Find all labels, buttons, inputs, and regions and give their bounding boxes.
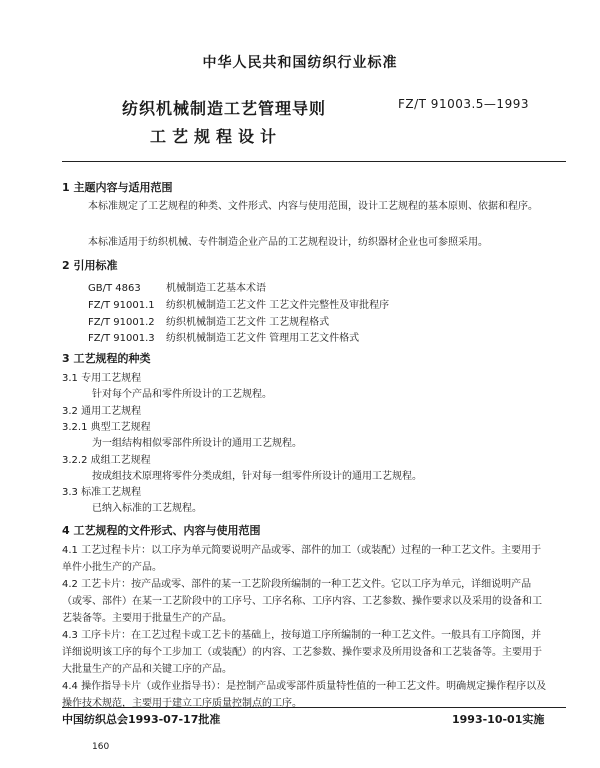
subsection-3-2-2-heading: 3.2.2 成组工艺规程 [62, 455, 151, 466]
footer-divider [62, 707, 566, 708]
subsection-3-3-text: 已纳入标准的工艺规程。 [92, 503, 202, 514]
clause-4-4: 4.4 操作指导卡片（或作业指导书）：是控制产品或零部件质量特性值的一种工艺文件。明确规定操作程序以及操作技术规范，主要用于建立工序质量控制点的工序。 [62, 681, 547, 709]
reference-item [88, 279, 266, 294]
effective-date: 1993-10-01实施 [452, 713, 545, 726]
clause-4-3: 4.3 工序卡片：在工艺过程卡或工艺卡的基础上，按每道工序所编制的一种工艺文件。一般具有工序简图，并详细说明该工序的每个工步加工（或装配）的内容、工艺参数、操作要求及所用设备和工艺装备等。主要用于大批量生产的产品和关键工序的产品。 [62, 630, 542, 675]
subsection-3-2-2-text: 按成组技术原理将零件分类成组，针对每一组零件所设计的通用工艺规程。 [92, 471, 422, 482]
reference-title: 纺织机械制造工艺文件 工艺文件完整性及审批程序 [166, 300, 390, 311]
section-1-paragraph-2: 本标准适用于纺织机械、专件制造企业产品的工艺规程设计，纺织器材企业也可参照采用。 [88, 237, 488, 248]
subsection-3-1-heading: 3.1 专用工艺规程 [62, 373, 142, 384]
standard-number: FZ/T 91003.5—1993 [398, 97, 529, 111]
subsection-3-2-1-text: 为一组结构相似零部件所设计的通用工艺规程。 [92, 438, 302, 449]
section-4-heading: 4 工艺规程的文件形式、内容与使用范围 [62, 524, 261, 537]
reference-code: FZ/T 91001.2 [88, 317, 155, 328]
section-3-heading: 3 工艺规程的种类 [62, 352, 151, 365]
reference-title: 纺织机械制造工艺文件 工艺规程格式 [166, 317, 330, 328]
reference-item [88, 329, 359, 344]
approval-date: 中国纺织总会1993-07-17批准 [62, 713, 221, 726]
section-1-paragraph-1: 本标准规定了工艺规程的种类、文件形式、内容与使用范围，设计工艺规程的基本原则、依据和程序。 [88, 201, 538, 212]
clause-4-2: 4.2 工艺卡片：按产品或零、部件的某一工艺阶段所编制的一种工艺文件。它以工序为单元，详细说明产品（或零、部件）在某一工艺阶段中的工序号、工序名称、工序内容、工艺参数、操作要求以及采用的设备和工艺装备等。主要用于批量生产的产品。 [62, 579, 542, 624]
subsection-3-2-1-heading: 3.2.1 典型工艺规程 [62, 422, 151, 433]
reference-title: 纺织机械制造工艺文件 管理用工艺文件格式 [166, 333, 360, 344]
document-subtitle: 工艺规程设计 [150, 127, 283, 146]
section-2-heading: 2 引用标准 [62, 259, 118, 272]
reference-item [88, 296, 389, 311]
reference-title: 机械制造工艺基本术语 [166, 283, 266, 294]
reference-code: FZ/T 91001.1 [88, 300, 155, 311]
clause-4-1: 4.1 工艺过程卡片：以工序为单元简要说明产品或零、部件的加工（或装配）过程的一种工艺文件。主要用于单件小批生产的产品。 [62, 545, 542, 573]
reference-code: FZ/T 91001.3 [88, 333, 155, 344]
document-title: 纺织机械制造工艺管理导则 [122, 99, 327, 118]
issuing-body: 中华人民共和国纺织行业标准 [202, 55, 398, 71]
subsection-3-1-text: 针对每个产品和零件所设计的工艺规程。 [92, 389, 272, 400]
title-divider [62, 161, 566, 162]
subsection-3-2-heading: 3.2 通用工艺规程 [62, 406, 142, 417]
page-number: 160 [92, 742, 110, 752]
reference-code: GB/T 4863 [88, 283, 141, 294]
subsection-3-3-heading: 3.3 标准工艺规程 [62, 487, 142, 498]
section-1-heading: 1 主题内容与适用范围 [62, 181, 173, 194]
reference-item [88, 313, 329, 328]
